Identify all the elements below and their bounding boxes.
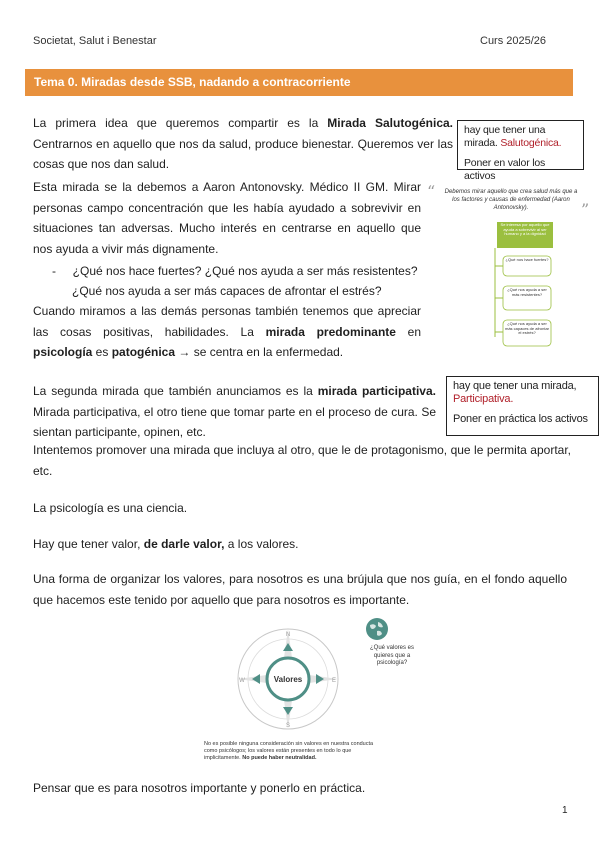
antonovsky-quote: Debemos mirar aquello que crea salud más que a los factores y causas de enfermedad (Aaron Antonovsky). xyxy=(444,189,578,211)
bold-term: No puede haber neutralidad. xyxy=(242,755,317,761)
bullet-item xyxy=(52,261,418,282)
diagram-question-text: ¿Qué nos ayuda a ser más capaces de afrontar el estrés? xyxy=(504,322,550,336)
paragraph-pathogenic xyxy=(33,301,421,363)
text-run: Centrarnos en aquello que nos da salud, produce bienestar. Queremos ver las cosas que nos dan salud. xyxy=(33,136,453,171)
text-run: Cuando miramos a las demás personas también tenemos que apreciar las cosas positivas, habilidades. La xyxy=(33,304,421,339)
bold-term: mirada predominante xyxy=(265,324,396,339)
text-run: en xyxy=(395,324,421,339)
note-highlight: Participativa. xyxy=(453,393,514,405)
diagram-connector xyxy=(495,248,503,337)
paragraph-practice: Pensar que es para nosotros importante y ponerlo en práctica. xyxy=(33,781,366,795)
page-number: 1 xyxy=(562,805,568,816)
bold-term: Mirada Salutogénica. xyxy=(327,116,453,130)
text-run: No es posible ninguna consideración sin valores en nuestra conducta como psicólogos; los valores están presentes en todo lo que implicitamente. xyxy=(204,741,374,761)
bold-term: mirada participativa. xyxy=(317,384,436,398)
margin-note-salutogenic xyxy=(457,120,584,182)
text-run: a los valores. xyxy=(224,537,299,551)
compass-center-label: Valores xyxy=(273,675,303,684)
globe-icon xyxy=(365,617,389,641)
globe-caption: ¿Qué valores es quieres que a psicología? xyxy=(369,645,415,666)
text-run: La segunda mirada que también anunciamos es la xyxy=(33,384,318,398)
diagram-question-text: ¿Qué nos hace fuertes? xyxy=(505,258,549,262)
note-line xyxy=(464,137,577,150)
text-run: mirada. xyxy=(464,137,501,149)
paragraph-include-other: Intentemos promover una mirada que incluya al otro, que le de protagonismo, que le permita aportar, etc. xyxy=(33,443,571,478)
margin-note-participative xyxy=(446,376,599,436)
compass-north-label: N xyxy=(285,632,291,638)
close-quote-mark: ” xyxy=(581,200,590,219)
bullet-dash: - xyxy=(52,264,56,278)
paragraph-compass: Una forma de organizar los valores, para nosotros es una brújula que nos guía, en el fondo aquello que hacemos este tenido por aquello que para nosotros es importante. xyxy=(33,572,567,607)
text-run: Mirada participativa, el otro tiene que tomar parte en el proceso de cura. Se sientan participante, opinen, etc. xyxy=(33,404,436,439)
paragraph-antonovsky: Esta mirada se la debemos a Aaron Antonovsky. Médico II GM. Mirar personas campo concentración que les había ayudado a sobrevivir en situaciones tan adversas. Mucho interés en centrarse en aquello que nos ayuda a vivir más dignamente. xyxy=(33,180,421,256)
note-line: hay que tener una mirada, xyxy=(453,380,577,392)
text-run: Hay que tener valor, xyxy=(33,537,144,551)
bullet-item-continued: ¿Qué nos ayuda a ser más capaces de afrontar el estrés? xyxy=(72,284,382,298)
note-line: hay que tener una xyxy=(464,124,546,136)
diagram-header-text: Se interesa por aquello que ayuda a sobrevivir al ser humano y a la dignidad xyxy=(500,223,550,237)
diagram-question-text: ¿Qué nos ayuda a ser más resistentes? xyxy=(507,288,547,297)
paragraph-values xyxy=(33,534,573,555)
compass-west-label: W xyxy=(239,678,245,684)
section-title: Tema 0. Miradas desde SSB, nadando a contracorriente xyxy=(34,75,351,89)
note-line: Poner en valor los activos xyxy=(464,157,546,182)
values-compass xyxy=(228,624,348,734)
paragraph-participative xyxy=(33,381,436,443)
paragraph-salutogenic xyxy=(33,113,453,175)
figure-caption xyxy=(204,741,388,762)
text-run: → se centra en la enfermedad. xyxy=(175,345,344,359)
compass-south-label: S xyxy=(285,723,291,729)
bullet-text: ¿Qué nos hace fuertes? ¿Qué nos ayuda a ser más resistentes? xyxy=(72,264,418,278)
text-run: La primera idea que queremos compartir es la xyxy=(33,116,328,130)
salutogenesis-diagram xyxy=(475,222,575,350)
section-banner xyxy=(25,69,573,96)
text-run: es xyxy=(92,345,112,359)
compass-east-label: E xyxy=(331,678,337,684)
bold-term: patogénica xyxy=(111,345,176,359)
header-course-name: Societat, Salut i Benestar xyxy=(33,35,157,47)
note-line: Poner en práctica los activos xyxy=(453,413,588,425)
bold-term: de darle valor, xyxy=(143,537,225,551)
paragraph-science: La psicología es una ciencia. xyxy=(33,501,188,515)
note-highlight: Salutogénica. xyxy=(500,137,562,149)
bold-term: psicología xyxy=(33,345,93,359)
open-quote-mark: “ xyxy=(427,182,436,201)
header-course-year: Curs 2025/26 xyxy=(480,35,547,47)
